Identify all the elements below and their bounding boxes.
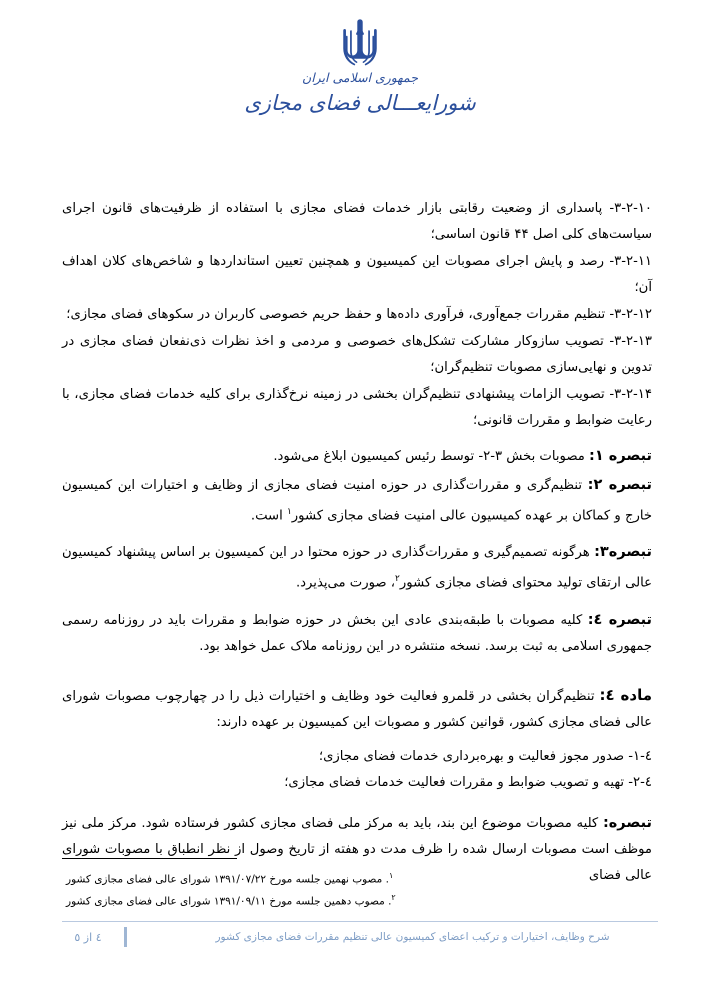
sub-clause-item [62,744,652,770]
note-text-tail: ، صورت می‌پذیرد. [295,575,396,591]
footnote-separator [62,858,237,859]
note-text-tail: است. [250,508,287,524]
note-text: هرگونه تصمیم‌گیری و مقررات‌گذاری در حوزه محتوا در این کمیسیون بر اساس پیشنهاد کمیسیون عالی ارتقای تولید محتوای فضای مجازی کشور [62,545,652,591]
note-text: مصوبات بخش ۳-۲- توسط رئیس کمیسیون ابلاغ می‌شود. [273,449,585,464]
clause-item [62,196,652,248]
note-item-2 [62,472,652,529]
note-label: تبصره۳: [594,544,652,561]
iran-emblem-icon [333,16,387,68]
country-caption: جمهوری اسلامی ایران [302,70,418,85]
article-text: تنظیم‌گران بخشی در قلمرو فعالیت خود وظایف و اختیارات ذیل را در چهارچوب مصوبات شورای عالی فضای مجازی کشور، قوانین کشور و مصوبات این کمیسیون بر عهده دارند: [62,688,652,730]
sub-clause-text: صدور مجوز فعالیت و بهره‌برداری خدمات فضای مجازی؛ [318,748,625,764]
footnote-item [62,867,652,889]
footer-divider [124,927,127,947]
clause-number: ۳-۲-۱۲- [609,307,652,322]
footnote-item [62,889,652,911]
clause-text: رصد و پایش اجرای مصوبات این کمیسیون و همچنین تعیین استانداردها و شاخص‌های کلان اهداف آن؛ [62,254,652,295]
note-item-1 [62,443,652,470]
footnote-marker: ۲ [391,892,396,902]
article-item [62,682,652,736]
sub-clause-item [62,770,652,796]
clause-item [62,249,652,301]
footnote-ref: ۲ [395,574,400,585]
clause-item [62,382,652,434]
note-item-4 [62,607,652,660]
organization-title: شورایعـــالی فضای مجازی [244,91,476,115]
clause-text: تنظیم مقررات جمع‌آوری، فرآوری داده‌ها و حفظ حریم خصوصی کاربران در سکوهای فضای مجازی؛ [66,307,606,322]
article-label: ماده ٤: [599,685,652,704]
sub-clause-number: ٤-۱- [628,748,652,764]
clause-number: ۳-۲-۱۱- [609,254,652,269]
sub-clause-text: تهیه و تصویب ضوابط و مقررات فعالیت خدمات فضای مجازی؛ [284,774,625,790]
footnote-area [62,858,652,910]
footnote-list [62,865,652,910]
spacer [62,736,652,744]
clause-text: تصویب الزامات پیشنهادی تنظیم‌گران بخشی در زمینه نرخ‌گذاری برای کلیه خدمات فضای مجازی، با رعایت ضوابط و مقررات قانونی؛ [62,387,652,428]
note-item-3 [62,539,652,596]
note-label: تبصره ۱: [589,448,652,464]
clause-text: پاسداری از وضعیت رقابتی بازار خدمات فضای مجازی با استفاده از ظرفیت‌های قانون اجرای سیاست‌های کلی اصل ۴۴ قانون اساسی؛ [62,201,652,242]
document-header [0,0,720,115]
footnote-marker: ۱ [388,871,394,881]
spacer [62,662,652,682]
final-note-label: تبصره: [602,814,652,831]
document-body [62,196,652,889]
clause-number: ۳-۲-۱۴- [609,387,652,402]
clause-number: ۳-۲-۱۰- [609,201,652,216]
spacer [62,599,652,607]
note-label: تبصره ٤: [587,611,652,628]
page-footer [62,921,658,947]
footnote-text: . مصوب دهمین جلسه مورخ ۱۳۹۱/۰۹/۱۱ شورای عالی فضای مجازی کشور [66,895,392,908]
footer-title: شرح وظایف، اختیارات و ترکیب اعضای کمیسیون عالی تنظیم مقررات فضای مجازی کشور [215,931,610,943]
sub-clause-number: ٤-۲- [628,774,652,790]
spacer [62,796,652,810]
clause-text: تصویب سازوکار مشارکت تشکل‌های خصوصی و مردمی و اخذ نظرات ذی‌نفعان فضای مجازی در تدوین و نهایی‌سازی مصوبات تنظیم‌گران؛ [62,334,652,375]
page-number: ٤ از ٥ [74,930,102,944]
clause-item [62,329,652,381]
final-note-text: کلیه مصوبات موضوع این بند، باید به مرکز ملی فضای مجازی کشور فرستاده شود. مرکز ملی نیز موظف است مصوبات ارسال شده را ظرف مدت دو هفته از تاریخ وصول از نظر انطباق با مصوبات شورای عالی فضای [62,815,652,883]
clause-item [62,302,652,328]
note-text: تنظیم‌گری و مقررات‌گذاری در حوزه امنیت فضای مجازی از وظایف و اختیارات این کمیسیون خارج و کماکان بر عهده کمیسیون عالی امنیت فضای مجازی کشور [62,478,652,524]
footnote-text: . مصوب نهمین جلسه مورخ ۱۳۹۱/۰۷/۲۲ شورای عالی فضای مجازی کشور [66,873,389,886]
note-text: کلیه مصوبات با طبقه‌بندی عادی این بخش در حوزه ضوابط و مقررات باید در روزنامه رسمی جمهوری اسلامی به ثبت برسد. نسخه منتشره در این روزنامه ملاک عمل خواهد بود. [62,612,652,654]
clause-number: ۳-۲-۱۳- [609,334,652,349]
footnote-ref: ۱ [286,507,292,517]
note-label: تبصره ۲: [587,477,652,493]
spacer [62,435,652,443]
spacer [62,531,652,539]
